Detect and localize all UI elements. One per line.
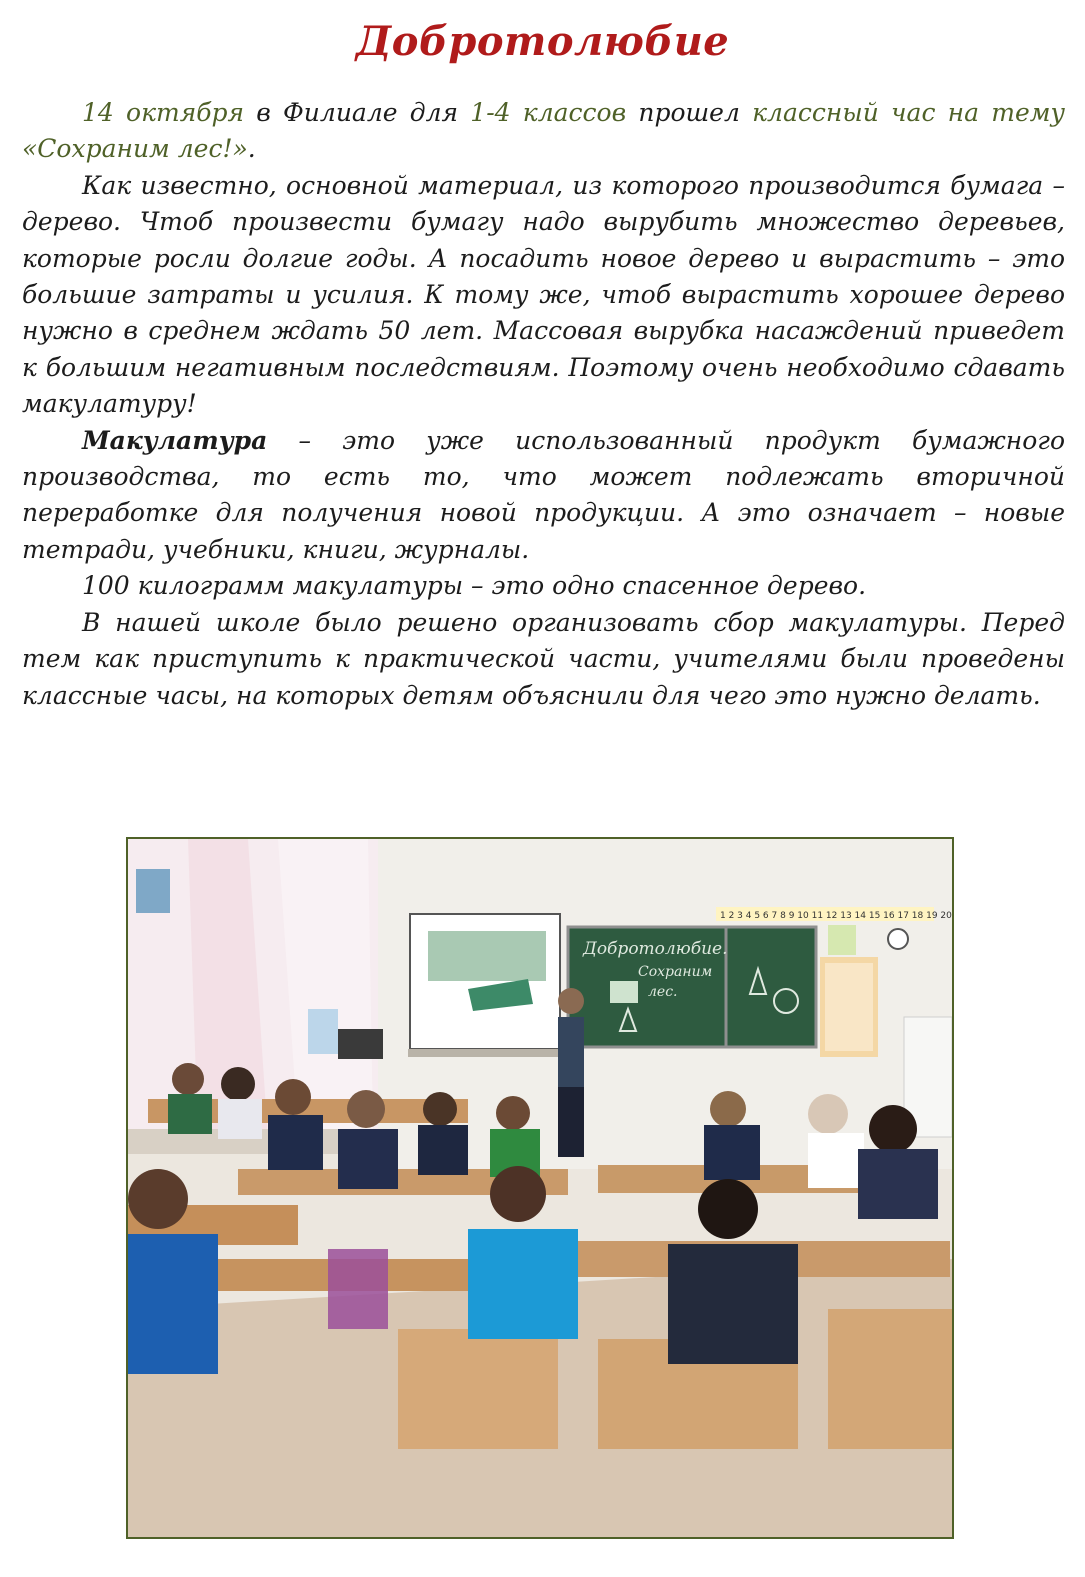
- board-subtitle-2: лес.: [648, 984, 678, 1000]
- paragraph-school: В нашей школе было решено организовать сбор макулатуры. Перед тем как приступить к практической части, учителями были проведены классные часы, на которых детям объяснили для чего это нужно делать.: [22, 607, 1065, 710]
- classroom-photo-illustration: [128, 839, 952, 1537]
- paragraph-definition: [22, 423, 1065, 569]
- intro-text-end: .: [247, 134, 256, 164]
- event-date: 14 октября: [82, 98, 245, 127]
- classroom-photo: [126, 837, 954, 1539]
- article-body: [22, 95, 1065, 714]
- number-strip: 1 2 3 4 5 6 7 8 9 10 11 12 13 14 15 16 17 18 19 20: [720, 911, 952, 921]
- grades-label: 1-4 классов: [470, 98, 627, 127]
- intro-text-2: прошел: [626, 98, 753, 127]
- page-title: Добротолюбие: [355, 18, 730, 65]
- intro-text-1: в Филиале для: [244, 98, 471, 127]
- paragraph-paper: Как известно, основной материал, из которого производится бумага – дерево. Чтоб произвести бумагу надо вырубить множество деревьев, которые росли долгие годы. А посадить новое дерево и вырастить – это большие затраты и усилия. К тому же, чтоб вырастить хорошее дерево нужно в среднем ждать 50 лет. Массовая вырубка насаждений приведет к большим негативным последствиям. Поэтому очень необходимо сдавать макулатуру!: [22, 170, 1065, 419]
- definition-term: Макулатура: [82, 425, 268, 455]
- paragraph-intro: [22, 95, 1065, 168]
- paragraph-fact: 100 килограмм макулатуры – это одно спасенное дерево.: [82, 571, 867, 601]
- definition-text: – это уже использованный продукт бумажного производства, то есть то, что может подлежать вторичной переработке для получения новой продукции. А это означает – новые тетради, учебники, книги, журналы.: [22, 425, 1065, 564]
- board-subtitle: Сохраним: [638, 964, 713, 980]
- event-topic: классный час на тему «Сохраним лес!»: [22, 98, 1065, 164]
- board-title: Добротолюбие.: [583, 939, 728, 959]
